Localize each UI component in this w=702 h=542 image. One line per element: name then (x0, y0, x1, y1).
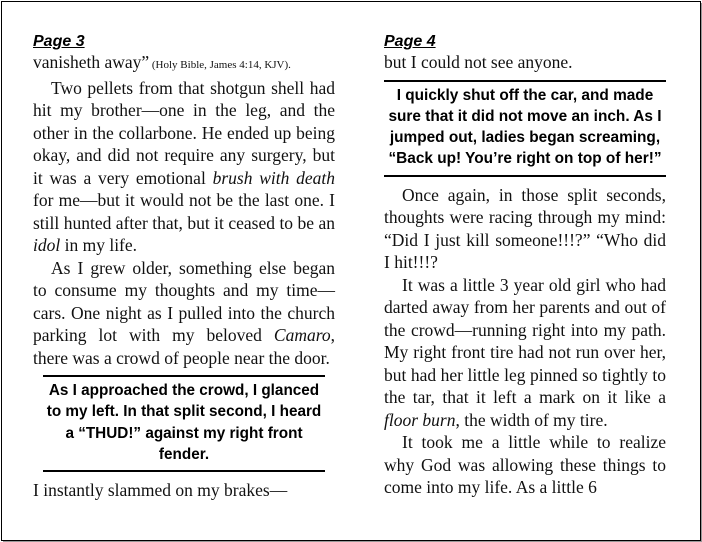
scripture-citation: (Holy Bible, James 4:14, KJV). (149, 59, 291, 71)
paragraph (384, 274, 666, 432)
emphasis: idol (33, 235, 61, 255)
text-run: It was a little 3 year old girl who had darted away from her parents and out of the crowd—running right into my path. My right front tire had not run over her, but had her little leg pinned so tightly to the tar, that it left a mark on it like a (384, 274, 666, 408)
paragraph (33, 257, 335, 370)
right-page (384, 32, 666, 499)
quote-end: vanisheth away” (33, 52, 150, 72)
text-run: , the width of my tire. (455, 409, 608, 430)
continued-line: but I could not see anyone. (384, 52, 573, 72)
paragraph: It took me a little while to realize why God was allowing these things to come into my life. As a little 6 (384, 432, 666, 498)
continued-line: I instantly slammed on my brakes— (33, 480, 288, 501)
text-run: in my life. (60, 235, 138, 255)
emphasis: floor burn (384, 409, 456, 430)
continued-line (33, 51, 335, 77)
pull-quote: I quickly shut off the car, and made sure that it did not move an inch. As I jumped out, ladies began screaming, “Back up! You’re right on top of her!” (384, 80, 666, 177)
paragraph: Once again, in those split seconds, thoughts were racing through my mind: “Did I just kill someone!!!?” “Who did I hit!!!? (384, 184, 666, 273)
text-run: , there was a crowd of people near the door. (33, 325, 335, 368)
emphasis: brush with death (212, 167, 335, 188)
text-run: Two pellets from that shotgun shell had hit my brother—one in the leg, and the other in the collarbone. He ended up being okay, and did not require any surgery, but it was a very emotional (33, 77, 335, 188)
text-run: for me—but it would not be the last one. I still hunted after that, but it ceased to be an (33, 190, 335, 233)
pull-quote: As I approached the crowd, I glanced to my left. In that split second, I heard a “THUD!” against my right front fender. (43, 375, 325, 472)
page-number-label: Page 3 (33, 33, 85, 50)
page-number-label: Page 4 (384, 33, 436, 50)
emphasis: Camaro (273, 325, 331, 345)
text-run: As I grew older, something else began to consume my thoughts and my time—cars. One night as I pulled into the church parking lot with my beloved (33, 257, 335, 345)
left-page (33, 32, 335, 502)
paragraph (33, 77, 335, 257)
